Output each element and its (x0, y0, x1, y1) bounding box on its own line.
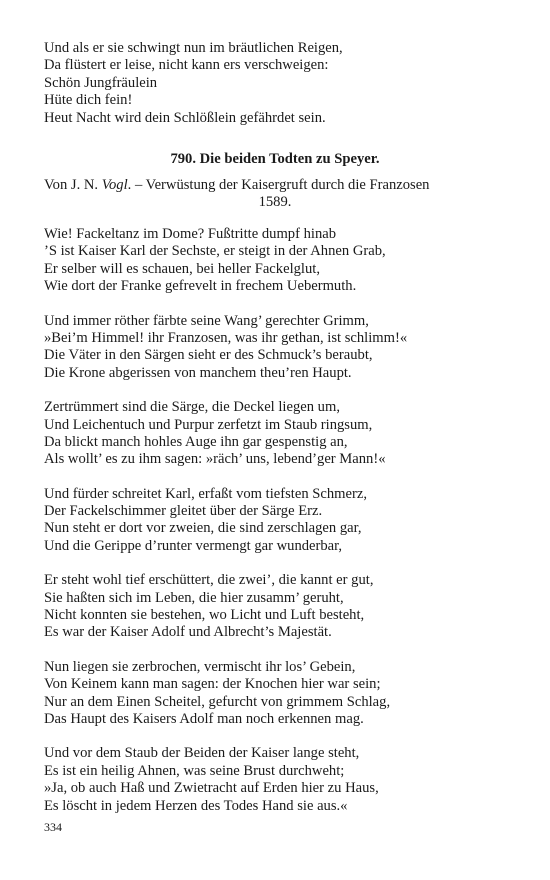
poem-body (44, 226, 506, 832)
verse-line: Und vor dem Staub der Beiden der Kaiser lange steht, (44, 745, 360, 762)
stanza (44, 486, 506, 556)
verse-line: Nun steht er dort vor zweien, die sind zerschlagen gar, (44, 520, 362, 537)
verse-line: Und fürder schreitet Karl, erfaßt vom tiefsten Schmerz, (44, 485, 367, 502)
verse-line: Sie haßten sich im Leben, die hier zusamm’ geruht, (44, 589, 344, 606)
verse-line: Und immer röther färbte seine Wang’ gerechter Grimm, (44, 312, 369, 329)
verse-line: Die Krone abgerissen von manchem theu’ren Haupt. (44, 364, 352, 381)
verse-line: Zertrümmert sind die Särge, die Deckel liegen um, (44, 399, 340, 416)
verse-line: Und Leichentuch und Purpur zerfetzt im Staub ringsum, (44, 416, 373, 433)
verse-line: Nun liegen sie zerbrochen, vermischt ihr los’ Gebein, (44, 658, 356, 675)
verse-line: Als wollt’ es zu ihm sagen: »räch’ uns, lebend’ger Mann!« (44, 451, 386, 468)
verse-line: Er steht wohl tief erschüttert, die zwei’, die kannt er gut, (44, 572, 374, 589)
verse-line: Da flüstert er leise, nicht kann ers verschweigen: (44, 57, 329, 74)
stanza (44, 313, 506, 383)
byline-description: . – Verwüstung der Kaisergruft durch die Franzosen (127, 177, 430, 193)
stanza (44, 226, 506, 296)
verse-line: Es war der Kaiser Adolf und Albrecht’s Majestät. (44, 624, 332, 641)
verse-line: Heut Nacht wird dein Schlößlein gefährdet sein. (44, 109, 326, 126)
verse-line: Und die Gerippe d’runter vermengt gar wunderbar, (44, 537, 343, 554)
verse-line: Wie! Fackeltanz im Dome? Fußtritte dumpf hinab (44, 226, 337, 242)
verse-line: Es löscht in jedem Herzen des Todes Hand sie aus.« (44, 797, 348, 814)
byline-year: 1589. (258, 194, 292, 211)
verse-line: Das Haupt des Kaisers Adolf man noch erkennen mag. (44, 710, 364, 727)
stanza (44, 399, 506, 469)
byline (44, 177, 506, 212)
verse-line: Wie dort der Franke gefrevelt in frechem Uebermuth. (44, 278, 357, 295)
verse-line: Nicht konnten sie bestehen, wo Licht und Luft besteht, (44, 607, 365, 624)
verse-line: Von Keinem kann man sagen: der Knochen hier war sein; (44, 676, 381, 693)
poem-heading: 790. Die beiden Todten zu Speyer. (170, 151, 380, 167)
verse-line: Da blickt manch hohles Auge ihn gar gespenstig an, (44, 433, 348, 450)
verse-line: Und als er sie schwingt nun im bräutlichen Reigen, (44, 40, 343, 56)
stanza (44, 745, 506, 815)
verse-line: Es ist ein heilig Ahnen, was seine Brust durchweht; (44, 762, 345, 779)
verse-line: ’S ist Kaiser Karl der Sechste, er steigt in der Ahnen Grab, (44, 243, 386, 260)
verse-line: Hüte dich fein! (44, 92, 133, 109)
verse-line: Der Fackelschimmer gleitet über der Särge Erz. (44, 503, 323, 520)
verse-line: Die Väter in den Särgen sieht er des Schmuck’s beraubt, (44, 347, 373, 364)
verse-line: »Ja, ob auch Haß und Zwietracht auf Erden hier zu Haus, (44, 780, 379, 797)
stanza (44, 659, 506, 729)
intro-verse (44, 40, 506, 127)
verse-line: Nur an dem Einen Scheitel, gefurcht von grimmem Schlag, (44, 693, 391, 710)
stanza (44, 572, 506, 642)
byline-author: Vogl (101, 177, 128, 193)
page-number: 334 (44, 820, 62, 834)
verse-line: Er selber will es schauen, bei heller Fackelglut, (44, 260, 320, 277)
verse-line: Schön Jungfräulein (44, 74, 158, 91)
verse-line: »Bei’m Himmel! ihr Franzosen, was ihr gethan, ist schlimm!« (44, 329, 408, 346)
byline-prefix: Von J. N. (44, 177, 102, 193)
